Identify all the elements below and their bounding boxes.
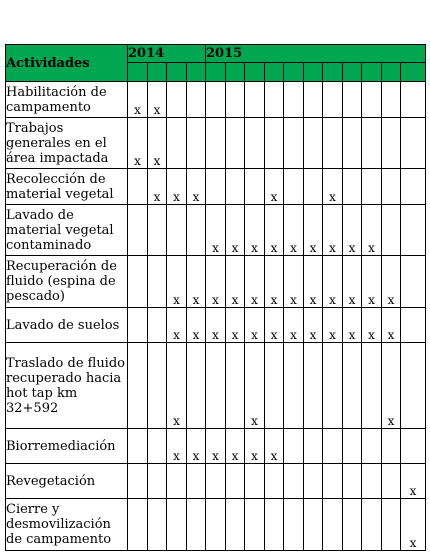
schedule-mark: x [226,205,245,256]
schedule-mark: x [265,256,284,308]
schedule-cell [284,464,304,499]
schedule-cell [362,343,382,429]
schedule-cell [226,343,245,429]
schedule-cell [265,464,284,499]
schedule-cell [206,169,226,205]
schedule-cell [226,118,245,169]
schedule-mark: x [265,308,284,343]
schedule-cell [343,82,362,118]
year-2014-header: 2014 [128,45,206,63]
schedule-cell [382,169,401,205]
schedule-cell [304,82,323,118]
schedule-cell [284,429,304,464]
schedule-mark: x [265,205,284,256]
schedule-cell [284,343,304,429]
schedule-mark: x [187,169,206,205]
schedule-cell [128,429,148,464]
table-row [6,256,426,308]
schedule-cell [167,118,187,169]
schedule-mark: x [362,205,382,256]
schedule-cell [323,464,343,499]
table-row [6,308,426,343]
period-header-cell [401,63,426,82]
schedule-cell [128,464,148,499]
schedule-cell [148,429,167,464]
schedule-cell [401,169,426,205]
schedule-mark: x [323,169,343,205]
schedule-cell [245,169,265,205]
activity-name: Lavado de material vegetal contaminado [6,205,128,256]
schedule-cell [187,205,206,256]
schedule-mark: x [128,118,148,169]
schedule-mark: x [167,169,187,205]
schedule-mark: x [284,308,304,343]
schedule-mark: x [148,82,167,118]
period-header-cell [226,63,245,82]
period-header-cell [284,63,304,82]
schedule-mark: x [206,429,226,464]
schedule-cell [284,118,304,169]
schedule-cell [304,169,323,205]
schedule-cell [343,169,362,205]
schedule-cell [362,118,382,169]
schedule-cell [187,343,206,429]
schedule-cell [128,343,148,429]
table-row [6,169,426,205]
schedule-cell [401,118,426,169]
schedule-cell [148,308,167,343]
period-header-cell [148,63,167,82]
schedule-mark: x [128,82,148,118]
schedule-mark: x [226,256,245,308]
schedule-mark: x [362,256,382,308]
schedule-mark: x [304,256,323,308]
schedule-mark: x [245,429,265,464]
schedule-cell [128,256,148,308]
schedule-cell [362,429,382,464]
schedule-mark: x [304,205,323,256]
activity-schedule-table [5,44,426,551]
schedule-cell [226,499,245,551]
schedule-cell [148,499,167,551]
schedule-cell [343,343,362,429]
schedule-cell [206,464,226,499]
schedule-mark: x [167,429,187,464]
schedule-mark: x [148,169,167,205]
period-header-cell [343,63,362,82]
schedule-cell [167,82,187,118]
schedule-cell [226,82,245,118]
schedule-cell [304,343,323,429]
schedule-cell [304,499,323,551]
schedule-mark: x [323,205,343,256]
schedule-cell [343,118,362,169]
schedule-mark: x [206,256,226,308]
schedule-cell [284,82,304,118]
schedule-cell [206,343,226,429]
year-header-row [6,45,426,63]
schedule-cell [148,205,167,256]
schedule-cell [401,429,426,464]
schedule-cell [323,429,343,464]
schedule-cell [187,464,206,499]
schedule-cell [128,205,148,256]
schedule-mark: x [304,308,323,343]
schedule-cell [167,499,187,551]
activity-name: Biorremediación [6,429,128,464]
schedule-cell [187,499,206,551]
schedule-cell [245,82,265,118]
schedule-cell [362,464,382,499]
schedule-cell [245,464,265,499]
schedule-cell [148,343,167,429]
schedule-mark: x [206,308,226,343]
activity-name: Recolección de material vegetal [6,169,128,205]
schedule-cell [206,118,226,169]
schedule-cell [167,464,187,499]
activity-name: Lavado de suelos [6,308,128,343]
schedule-cell [304,429,323,464]
table-row [6,464,426,499]
period-header-cell [245,63,265,82]
schedule-cell [284,499,304,551]
table-row [6,118,426,169]
schedule-cell [382,464,401,499]
schedule-cell [128,308,148,343]
schedule-cell [304,118,323,169]
schedule-cell [206,82,226,118]
schedule-mark: x [187,308,206,343]
schedule-mark: x [382,256,401,308]
schedule-mark: x [265,169,284,205]
schedule-cell [323,499,343,551]
table-row [6,343,426,429]
schedule-mark: x [382,308,401,343]
schedule-mark: x [245,343,265,429]
schedule-mark: x [167,308,187,343]
schedule-mark: x [245,256,265,308]
activity-name: Trabajos generales en el área impactada [6,118,128,169]
schedule-mark: x [343,205,362,256]
period-header-cell [382,63,401,82]
schedule-cell [226,169,245,205]
period-header-cell [128,63,148,82]
schedule-cell [323,118,343,169]
activity-name: Traslado de fluido recuperado hacia hot tap km 32+592 [6,343,128,429]
schedule-cell [226,464,245,499]
table-row [6,429,426,464]
schedule-cell [148,464,167,499]
schedule-body [6,82,426,551]
year-2015-header: 2015 [206,45,426,63]
schedule-mark: x [362,308,382,343]
schedule-cell [401,82,426,118]
schedule-cell [382,499,401,551]
schedule-cell [362,169,382,205]
schedule-mark: x [401,499,426,551]
activity-name: Habilitación de campamento [6,82,128,118]
activities-header: Actividades [6,45,128,82]
period-header-cell [323,63,343,82]
activity-name: Revegetación [6,464,128,499]
schedule-cell [265,82,284,118]
schedule-cell [245,118,265,169]
schedule-cell [245,499,265,551]
schedule-cell [284,169,304,205]
schedule-mark: x [382,343,401,429]
schedule-cell [382,205,401,256]
period-header-cell [187,63,206,82]
schedule-cell [265,343,284,429]
schedule-mark: x [226,308,245,343]
schedule-cell [382,118,401,169]
schedule-cell [148,256,167,308]
activity-name: Cierre y desmovilización de campamento [6,499,128,551]
schedule-cell [304,464,323,499]
schedule-mark: x [226,429,245,464]
table-row [6,205,426,256]
schedule-cell [362,499,382,551]
schedule-mark: x [187,256,206,308]
table-row [6,82,426,118]
table-row [6,499,426,551]
schedule-mark: x [343,256,362,308]
schedule-cell [128,169,148,205]
schedule-mark: x [167,343,187,429]
schedule-cell [265,118,284,169]
schedule-cell [382,429,401,464]
schedule-cell [323,82,343,118]
period-header-cell [362,63,382,82]
schedule-mark: x [245,205,265,256]
schedule-cell [362,82,382,118]
schedule-cell [187,118,206,169]
schedule-mark: x [343,308,362,343]
period-header-cell [265,63,284,82]
schedule-mark: x [323,256,343,308]
schedule-cell [187,82,206,118]
schedule-mark: x [245,308,265,343]
schedule-cell [401,308,426,343]
schedule-cell [382,82,401,118]
activity-name: Recuperación de fluido (espina de pescado) [6,256,128,308]
schedule-mark: x [284,256,304,308]
schedule-cell [206,499,226,551]
period-header-cell [167,63,187,82]
schedule-mark: x [206,205,226,256]
schedule-cell [265,499,284,551]
schedule-mark: x [187,429,206,464]
schedule-cell [401,256,426,308]
schedule-mark: x [148,118,167,169]
schedule-mark: x [167,256,187,308]
schedule-mark: x [265,429,284,464]
schedule-cell [343,429,362,464]
schedule-cell [128,499,148,551]
schedule-mark: x [284,205,304,256]
schedule-cell [401,205,426,256]
schedule-cell [343,499,362,551]
schedule-cell [323,343,343,429]
period-header-cell [206,63,226,82]
schedule-cell [167,205,187,256]
schedule-mark: x [401,464,426,499]
schedule-cell [343,464,362,499]
period-header-cell [304,63,323,82]
schedule-cell [401,343,426,429]
schedule-mark: x [323,308,343,343]
